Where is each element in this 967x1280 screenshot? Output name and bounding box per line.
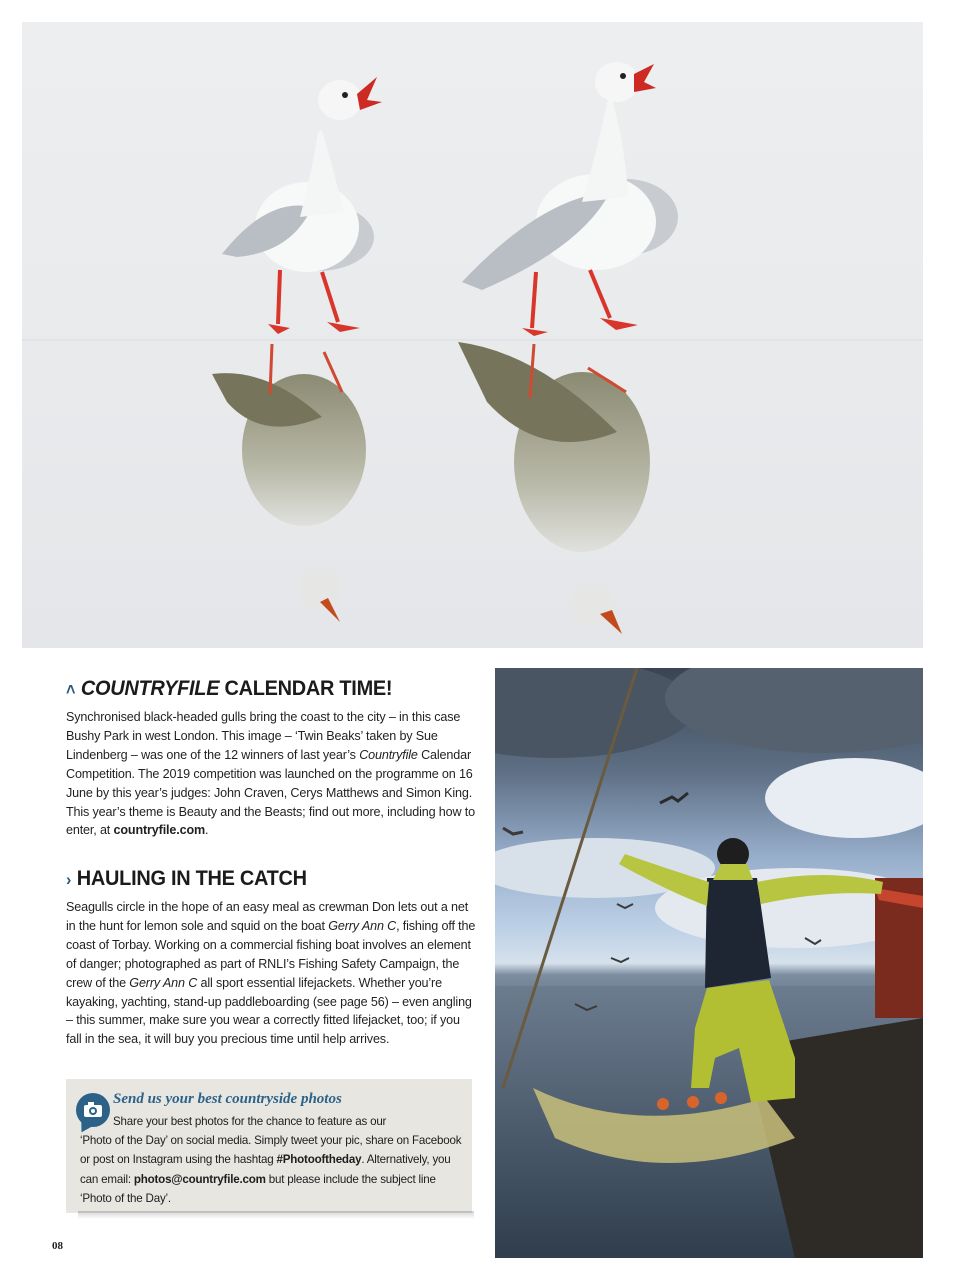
hauling-heading: › HAULING IN THE CATCH (66, 866, 456, 893)
calendar-heading: ˄ COUNTRYFILE CALENDAR TIME! (66, 676, 456, 703)
photo-submission-box (66, 1079, 472, 1213)
gull-right-reflection (458, 342, 650, 634)
calendar-article (66, 676, 476, 840)
promo-title: Send us your best countryside photos (113, 1091, 342, 1107)
countryfile-link[interactable]: countryfile.com (113, 823, 206, 838)
chevron-up-icon: ˄ (66, 680, 76, 699)
email-link[interactable]: photos@countryfile.com (133, 1172, 266, 1186)
promo-body: ‘Photo of the Day’ on social media. Simply tweet your pic, share on Facebook or post on Instagram using the hashtag #Photooftheday. Alternatively, you can email: photos@countryfile.com but please include the subject line ‘Photo of the Day’. (80, 1134, 462, 1206)
promo-first-line: Share your best photos for the chance to feature as our (113, 1115, 387, 1128)
camera-icon (76, 1093, 110, 1127)
gull-left (222, 77, 382, 334)
gull-right (462, 62, 678, 336)
hauling-article (66, 866, 476, 1049)
chevron-right-icon: › (66, 870, 72, 889)
page-number: 08 (52, 1240, 63, 1252)
promo-shadow (78, 1211, 474, 1219)
fisherman-photo (495, 668, 923, 1258)
hauling-body: Seagulls circle in the hope of an easy meal as crewman Don lets out a net in the hunt for lemon sole and squid on the boat Gerry Ann C, fishing off the coast of Torbay. Working on a commercial fishing boat involves an element of danger; photographed as part of RNLI’s Fishing Safety Campaign, the crew of the Gerry Ann C all sport essential lifejackets. Whether you’re kayaking, yachting, stand-up paddleboarding (see page 56) – even angling – this summer, make sure you wear a correctly fitted lifejacket, too; if you fall in the sea, it will buy you precious time until help arrives. (66, 900, 476, 1047)
gull-left-reflection (212, 344, 366, 622)
hashtag: #Photooftheday (276, 1153, 362, 1167)
calendar-body: Synchronised black-headed gulls bring the coast to the city – in this case Bushy Park in west London. This image – ‘Twin Beaks’ taken by Sue Lindenberg – was one of the 12 winners of last year’s Countryfile Calendar Competition. The 2019 competition was launched on the programme on 16 June by this year’s judges: John Craven, Cerys Matthews and Simon King. This year’s theme is Beauty and the Beasts; find out more, including how to enter, at countryfile.com. (66, 710, 476, 838)
gulls-photo (22, 22, 923, 648)
